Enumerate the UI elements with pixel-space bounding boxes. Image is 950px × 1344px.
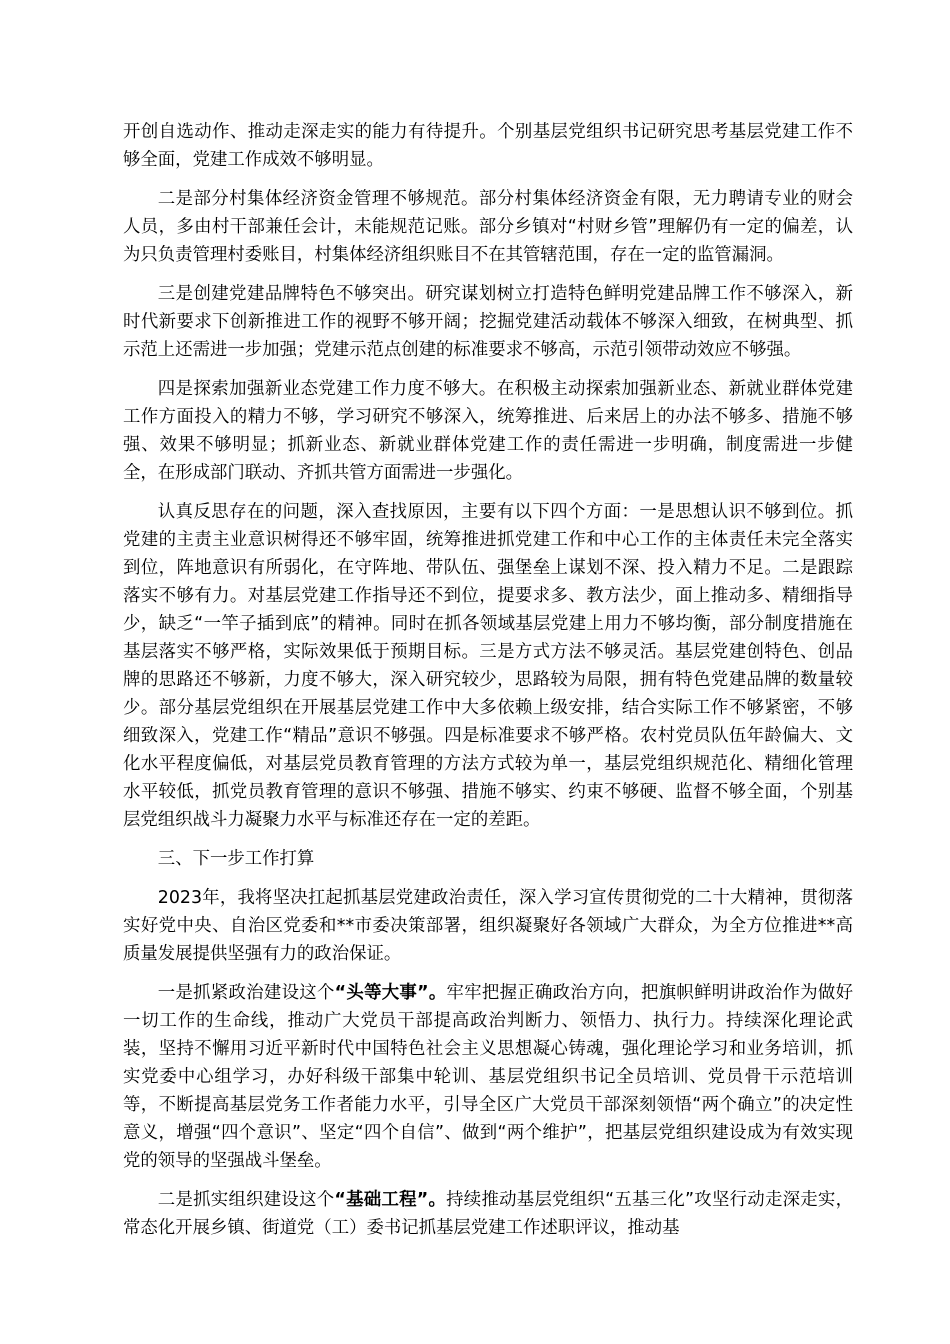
paragraph-problem-3: 三是创建党建品牌特色不够突出。研究谋划树立打造特色鲜明党建品牌工作不够深入，新时代新要求下创新推进工作的视野不够开阔；挖掘党建活动载体不够深入细致，在树典型、抓示范上还需进一步加强；党建示范点创建的标准要求不够高，示范引领带动效应不够强。 (123, 284, 853, 360)
paragraph-emphasis: “基础工程”。 (334, 1190, 447, 1210)
paragraph-problem-4: 四是探索加强新业态党建工作力度不够大。在积极主动探索加强新业态、新就业群体党建工作方面投入的精力不够，学习研究不够深入，统筹推进、后来居上的办法不够多、措施不够强、效果不够明显；抓新业态、新就业群体党建工作的责任需进一步明确，制度需进一步健全，在形成部门联动、齐抓共管方面需进一步强化。 (123, 379, 853, 483)
paragraph-reasons: 认真反思存在的问题，深入查找原因，主要有以下四个方面：一是思想认识不够到位。抓党建的主责主业意识树得还不够牢固，统筹推进抓党建工作和中心工作的主体责任未完全落实到位，阵地意识有所弱化，在守阵地、带队伍、强堡垒上谋划不深、投入精力不足。二是跟踪落实不够有力。对基层党建工作指导还不到位，提要求多、教方法少，面上推动多、精细指导少，缺乏“一竿子插到底”的精神。同时在抓各领域基层党建上用力不够均衡，部分制度措施在基层落实不够严格，实际效果低于预期目标。三是方式方法不够灵活。基层党建创特色、创品牌的思路还不够新，力度不够大，深入研究较少，思路较为局限，拥有特色党建品牌的数量较少。部分基层党组织在开展基层党建工作中大多依赖上级安排，结合实际工作不够紧密，不够细致深入，党建工作“精品”意识不够强。四是标准要求不够严格。农村党员队伍年龄偏大、文化水平程度偏低，对基层党员教育管理的方法方式较为单一，基层党组织规范化、精细化管理水平较低，抓党员教育管理的意识不够强、措施不够实、约束不够硬、监督不够全面，个别基层党组织战斗力凝聚力水平与标准还存在一定的差距。 (123, 502, 853, 830)
paragraph-organization-building (123, 1186, 853, 1242)
paragraph-political-building (123, 979, 853, 1175)
paragraph-emphasis: “头等大事”。 (334, 983, 447, 1003)
paragraph-body: 牢牢把握正确政治方向，把旗帜鲜明讲政治作为做好一切工作的生命线，推动广大党员干部提高政治判断力、领悟力、执行力。持续深化理论武装，坚持不懈用习近平新时代中国特色社会主义思想凝心铸魂，强化理论学习和业务培训，抓实党委中心组学习，办好科级干部集中轮训、基层党组织书记全员培训、党员骨干示范培训等，不断提高基层党务工作者能力水平，引导全区广大党员干部深刻领悟“两个确立”的决定性意义，增强“四个意识”、坚定“四个自信”、做到“两个维护”，把基层党组织建设成为有效实现党的领导的坚强战斗堡垒。 (123, 983, 853, 1171)
paragraph-lead: 一是抓紧政治建设这个 (157, 983, 335, 1003)
section-heading-next-steps: 三、下一步工作打算 (157, 849, 315, 869)
paragraph-problem-2: 二是部分村集体经济资金管理不够规范。部分村集体经济资金有限，无力聘请专业的财会人员，多由村干部兼任会计，未能规范记账。部分乡镇对“村财乡管”理解仍有一定的偏差，认为只负责管理村委账目，村集体经济组织账目不在其管辖范围，存在一定的监管漏洞。 (123, 189, 853, 265)
paragraph-continuation: 开创自选动作、推动走深走实的能力有待提升。个别基层党组织书记研究思考基层党建工作不够全面，党建工作成效不够明显。 (123, 122, 853, 170)
paragraph-2023-plan: 2023年，我将坚决扛起抓基层党建政治责任，深入学习宣传贯彻党的二十大精神，贯彻落实好党中央、自治区党委和**市委决策部署，组织凝聚好各领域广大群众，为全方位推进**高质量发展提供坚强有力的政治保证。 (123, 888, 853, 964)
paragraph-body: 持续推动基层党组织“五基三化”攻坚行动走深走实，常态化开展乡镇、街道党（工）委书记抓基层党建工作述职评议，推动基 (123, 1190, 853, 1238)
document-page (123, 118, 853, 1253)
paragraph-lead: 二是抓实组织建设这个 (157, 1190, 335, 1210)
